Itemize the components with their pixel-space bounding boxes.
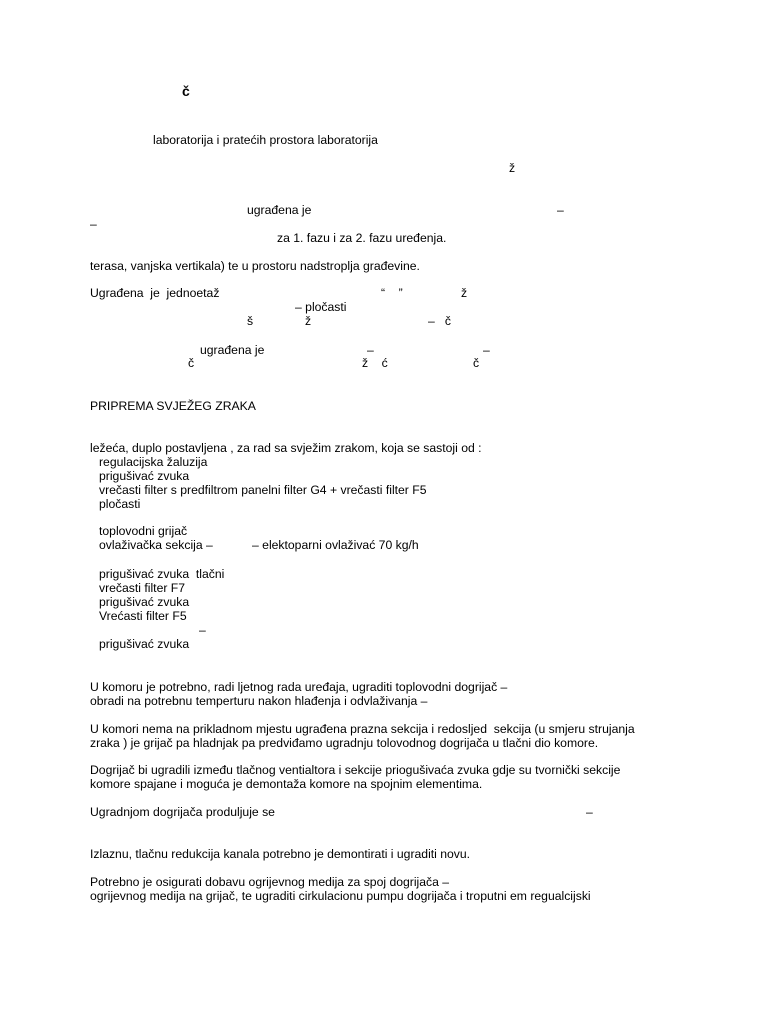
text-line-10a: ugrađena je — [200, 343, 265, 357]
text-line-3a: ugrađena je — [247, 203, 312, 217]
text-fragment-7b: “ ” — [381, 286, 403, 300]
list-item-6b: – elektoparni ovlaživać 70 kg/h — [252, 538, 419, 552]
text-line-6: terasa, vanjska vertikala) te u prostoru nadstroplja građevine. — [90, 259, 420, 273]
list-item-4: pločasti — [99, 497, 141, 511]
paragraph-3-line-1: Dogrijač bi ugradili između tlačnog ventialtora i sekcije priogušivaća zvuka gdje su tvornički sekcije — [90, 763, 621, 777]
text-fragment-7c: ž — [461, 286, 468, 300]
paragraph-1-line-2: obradi na potrebnu temperturu nakon hlađenja i odvlaživanja – — [90, 694, 428, 708]
list-item-9: prigušivać zvuka — [99, 595, 190, 609]
text-line-1: laboratorija i pratećih prostora laboratorija — [153, 133, 378, 147]
list-item-5: toplovodni grijač — [99, 524, 188, 538]
list-item-3: vrečasti filter s predfiltrom panelni filter G4 + vrečasti filter F5 — [99, 483, 427, 497]
text-fragment-4: – — [90, 217, 97, 231]
text-fragment-11c: č — [473, 356, 480, 370]
text-line-8: – pločasti — [295, 300, 347, 314]
list-item-1: regulacijska žaluzija — [99, 455, 208, 469]
section-heading: PRIPREMA SVJEŽEG ZRAKA — [90, 399, 256, 413]
paragraph-3-line-2: komore spajane i moguća je demontaža komore na spojnim elementima. — [90, 777, 483, 791]
list-item-11: – — [199, 623, 206, 637]
list-item-7: prigušivać zvuka tlačni — [99, 567, 225, 581]
paragraph-2-line-1: U komori nema na prikladnom mjestu ugrađena prazna sekcija i redosljed sekcija (u smjeru strujanja — [90, 722, 635, 736]
paragraph-6-line-2: ogrijevnog medija na grijač, te ugraditi cirkulacionu pumpu dogrijača i troputni em regualcijski — [90, 889, 591, 903]
paragraph-1-line-1: U komoru je potrebno, radi ljetnog rada uređaja, ugraditi toplovodni dogrijač – — [90, 680, 508, 694]
text-fragment-11a: č — [188, 356, 195, 370]
list-item-8: vrečasti filter F7 — [99, 581, 186, 595]
text-fragment-3b: – — [557, 203, 564, 217]
text-fragment-2: ž — [509, 161, 516, 175]
list-item-12: prigušivać zvuka — [99, 637, 190, 651]
text-fragment-9a: š — [247, 314, 254, 328]
header-char: č — [182, 83, 190, 99]
text-line-5: za 1. fazu i za 2. fazu uređenja. — [277, 231, 447, 245]
text-fragment-10c: – — [483, 343, 490, 357]
list-item-6a: ovlaživačka sekcija – — [99, 538, 213, 552]
text-fragment-11b: ž ć — [362, 356, 388, 370]
list-item-2: prigušivać zvuka — [99, 469, 190, 483]
list-item-10: Vrećasti filter F5 — [99, 609, 187, 623]
text-line-12: ležeća, duplo postavljena , za rad sa svježim zrakom, koja se sastoji od : — [90, 441, 482, 455]
paragraph-5: Izlaznu, tlačnu redukcija kanala potrebno je demontirati i ugraditi novu. — [90, 847, 471, 861]
paragraph-2-line-2: zraka ) je grijač pa hladnjak pa predviđamo ugradnju tolovodnog dogrijača u tlačni dio komore. — [90, 736, 599, 750]
paragraph-4-fragment: – — [586, 805, 593, 819]
text-fragment-9b: ž — [305, 314, 312, 328]
paragraph-4-line-1: Ugradnjom dogrijača produljuje se — [90, 805, 275, 819]
paragraph-6-line-1: Potrebno je osigurati dobavu ogrijevnog medija za spoj dogrijača – — [90, 875, 450, 889]
text-fragment-10b: – — [367, 343, 374, 357]
text-fragment-9c: – č — [428, 314, 452, 328]
text-line-7a: Ugrađena je jednoetaž — [90, 286, 220, 300]
